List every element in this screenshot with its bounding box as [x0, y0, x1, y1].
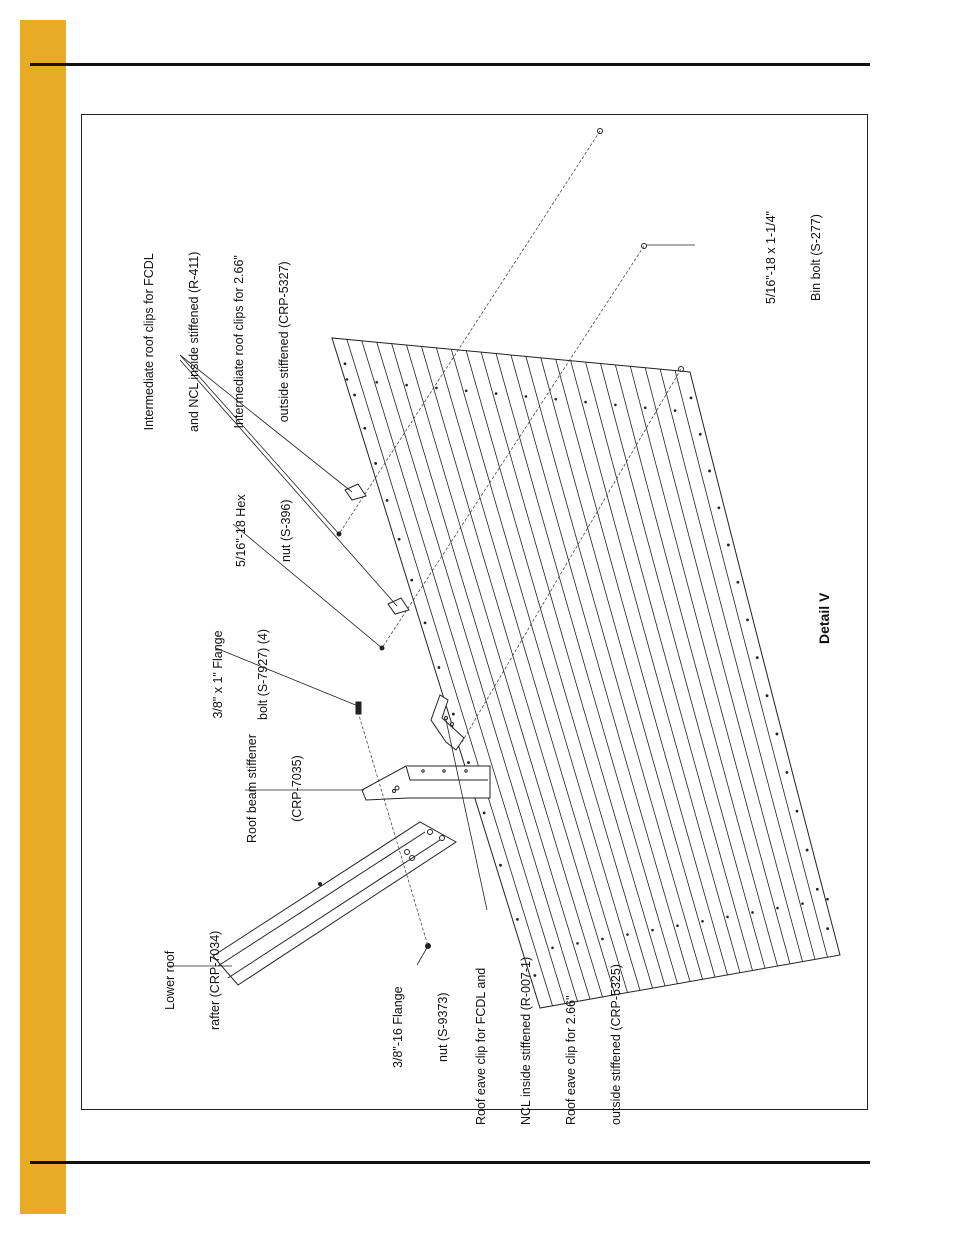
roof-beam-stiffener-label: Roof beam stiffener (CRP-7035)	[245, 734, 304, 843]
eave-clip-label: Roof eave clip for FCDL and NCL inside stiffened (R-007-1) Roof eave clip for 2.66" outside stiffened (CRP-5325)	[474, 956, 623, 1125]
flange-bolt-label: 3/8" x 1" Flange bolt (S-7927) (4)	[211, 628, 270, 720]
roof-panel	[332, 338, 840, 1008]
hex-nut-label: 5/16"-18 Hex nut (S-396)	[234, 494, 293, 567]
bin-bolt-label: 5/16"-18 x 1-1/4" Bin bolt (S-277)	[764, 211, 823, 304]
detail-label: Detail V	[816, 592, 832, 644]
intermediate-clips-label: Intermediate roof clips for FCDL and NCL inside stiffened (R-411) Intermediate roof clips for 2.66" outside stiffened (CRP-5327)	[142, 251, 291, 432]
lower-roof-rafter-label: Lower roof rafter (CRP-7034)	[163, 930, 222, 1030]
roof-beam-stiffener	[362, 766, 490, 800]
flange-nut-label: 3/8"-16 Flange nut (S-9373)	[391, 986, 450, 1068]
